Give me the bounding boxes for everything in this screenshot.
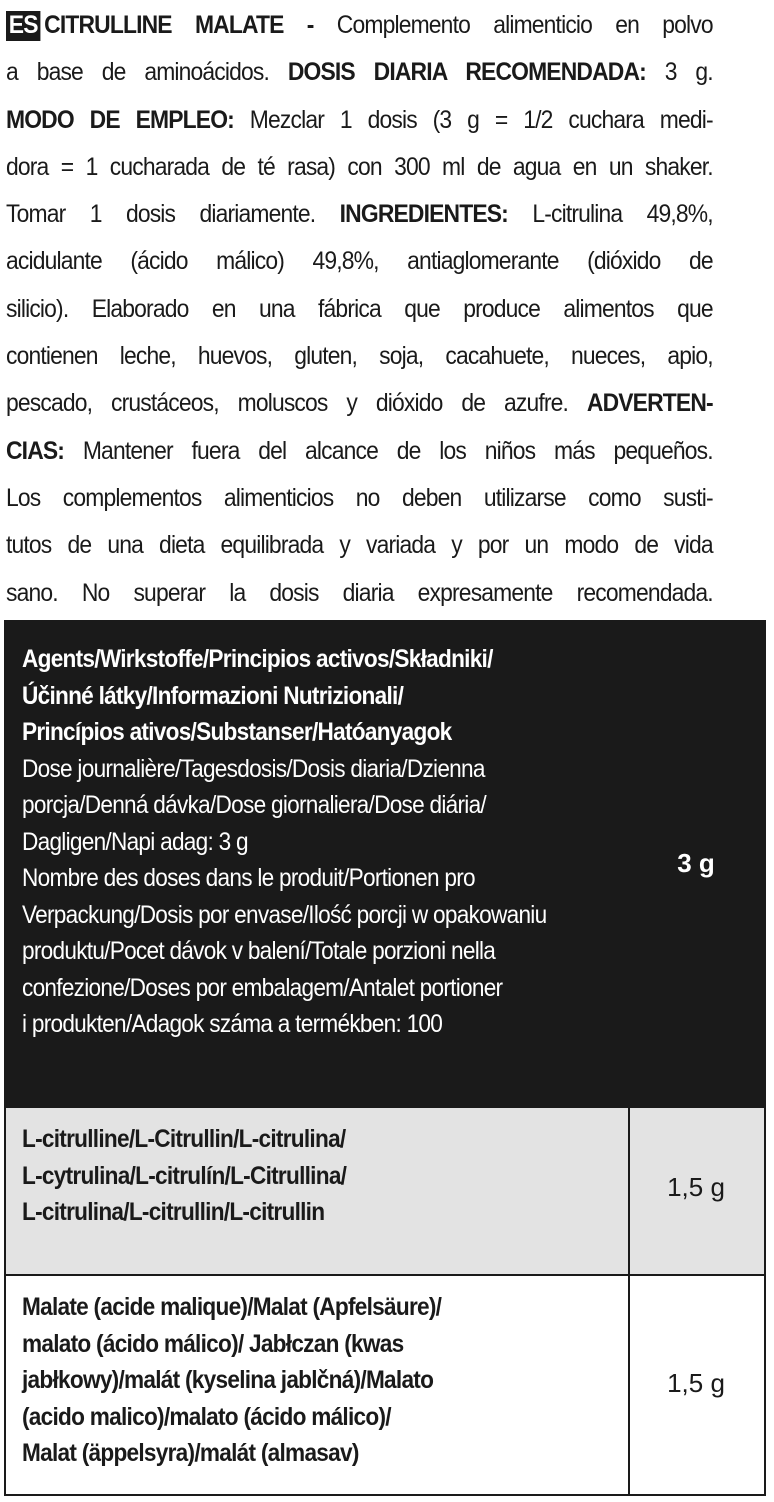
ingredient-name-cell [22,1290,611,1473]
ingredient-amount: 1,5 g [667,1368,725,1398]
header-desc-line: i produkten/Adagok száma a termékben: 100 [22,1011,443,1038]
label-text-segment: contienen leche, huevos, gluten, soja, cacahuete, nueces, apio, [6,343,713,371]
header-desc-line: Nombre des doses dans le produit/Portionen pro [22,865,475,892]
label-text-segment: pescado, crustáceos, moluscos y dióxido de azufre. [6,390,587,418]
label-text-segment: tutos de una dieta equilibrada y variada y por un modo de vida [6,532,713,560]
ingredient-name-line: jabłkowy)/malát (kyselina jablčná)/Malato [22,1367,434,1394]
ingredient-name-line: L-citrulline/L-Citrullin/L-citrulina/ [22,1126,346,1153]
label-text-segment: acidulante (ácido málico) 49,8%, antiaglomerante (dióxido de [6,248,713,276]
table-row [6,1274,764,1494]
label-line [6,2,713,49]
section-heading: INGREDIENTES: [339,201,508,229]
ingredient-name-line: Malat (äppelsyra)/malát (almasav) [22,1440,359,1467]
ingredient-name-line: L-cytrulina/L-citrulín/L-Citrullina/ [22,1162,347,1190]
section-heading: CIAS: [6,437,65,465]
header-desc-line: Verpackung/Dosis por envase/Ilość porcji w opakowaniu [22,901,547,929]
label-line [6,475,713,522]
label-text-segment: Mantener fuera del alcance de los niños más pequeños. [64,437,713,465]
product-name: CITRULLINE MALATE - [44,12,337,39]
ingredient-name-cell [22,1122,611,1232]
ingredient-name-line: Malate (acide malique)/Malat (Apfelsäure)/ [22,1294,442,1321]
table-row [6,1106,764,1274]
label-line [6,144,713,191]
label-text-segment: Los complementos alimenticios no deben utilizarse como susti- [6,484,713,512]
label-text-segment: dora = 1 cucharada de té rasa) con 300 ml de agua en un shaker. [6,153,713,181]
label-line [6,333,713,380]
label-line [6,380,713,427]
column-divider [628,1106,630,1494]
header-desc-line: confezione/Doses por embalagem/Antalet portioner [22,974,503,1002]
label-line [6,286,713,333]
ingredient-name-line: malato (ácido málico)/ Jabłczan (kwas [22,1330,404,1358]
ingredient-name-line: (acido malico)/malato (ácido málico)/ [22,1403,391,1431]
header-title-line: Agents/Wirkstoffe/Principios activos/Składniki/ [22,646,493,673]
ingredient-amount: 1,5 g [667,1172,725,1202]
section-heading: ADVERTEN- [586,390,713,418]
table-header-row [6,622,764,1106]
label-line [6,428,713,475]
label-text-segment: Tomar 1 dosis diariamente. [6,201,340,229]
nutrition-table [4,620,766,1496]
label-text-segment: silicio). Elaborado en una fábrica que produce alimentos que [6,295,713,323]
label-line [6,238,713,285]
label-line [6,570,713,617]
section-heading: DOSIS DIARIA RECOMENDADA: [287,59,646,87]
label-description [6,2,713,617]
section-heading: MODO DE EMPLEO: [6,106,234,134]
label-text-segment: sano. No superar la dosis diaria expresamente recomendada. [6,579,713,607]
label-text-segment: 3 g. [645,59,713,87]
label-text-segment: a base de aminoácidos. [6,59,288,87]
header-title-line: Princípios ativos/Substanser/Hatóanyagok [22,719,452,746]
daily-dose-value: 3 g [677,848,715,878]
header-desc-line: Dose journalière/Tagesdosis/Dosis diaria/Dzienna [22,755,485,783]
label-text-segment: L-citrulina 49,8%, [507,201,713,229]
header-desc-line: porcja/Denná dávka/Dose giornaliera/Dose diária/ [22,792,486,819]
label-line [6,522,713,569]
language-badge: ES [6,11,40,41]
header-desc-line: Dagligen/Napi adag: 3 g [22,828,248,856]
label-line [6,97,713,144]
header-title-line: Účinné látky/Informazioni Nutrizionali/ [22,682,404,710]
header-cell [22,642,611,1044]
header-desc-line: produktu/Pocet dávok v balení/Totale porzioni nella [22,938,496,965]
label-line [6,49,713,96]
label-text-segment: Complemento alimenticio en polvo [336,12,713,39]
label-text-segment: Mezclar 1 dosis (3 g = 1/2 cuchara medi- [233,106,713,134]
ingredient-name-line: L-citrulina/L-citrullin/L-citrullin [22,1199,325,1226]
label-line [6,191,713,238]
